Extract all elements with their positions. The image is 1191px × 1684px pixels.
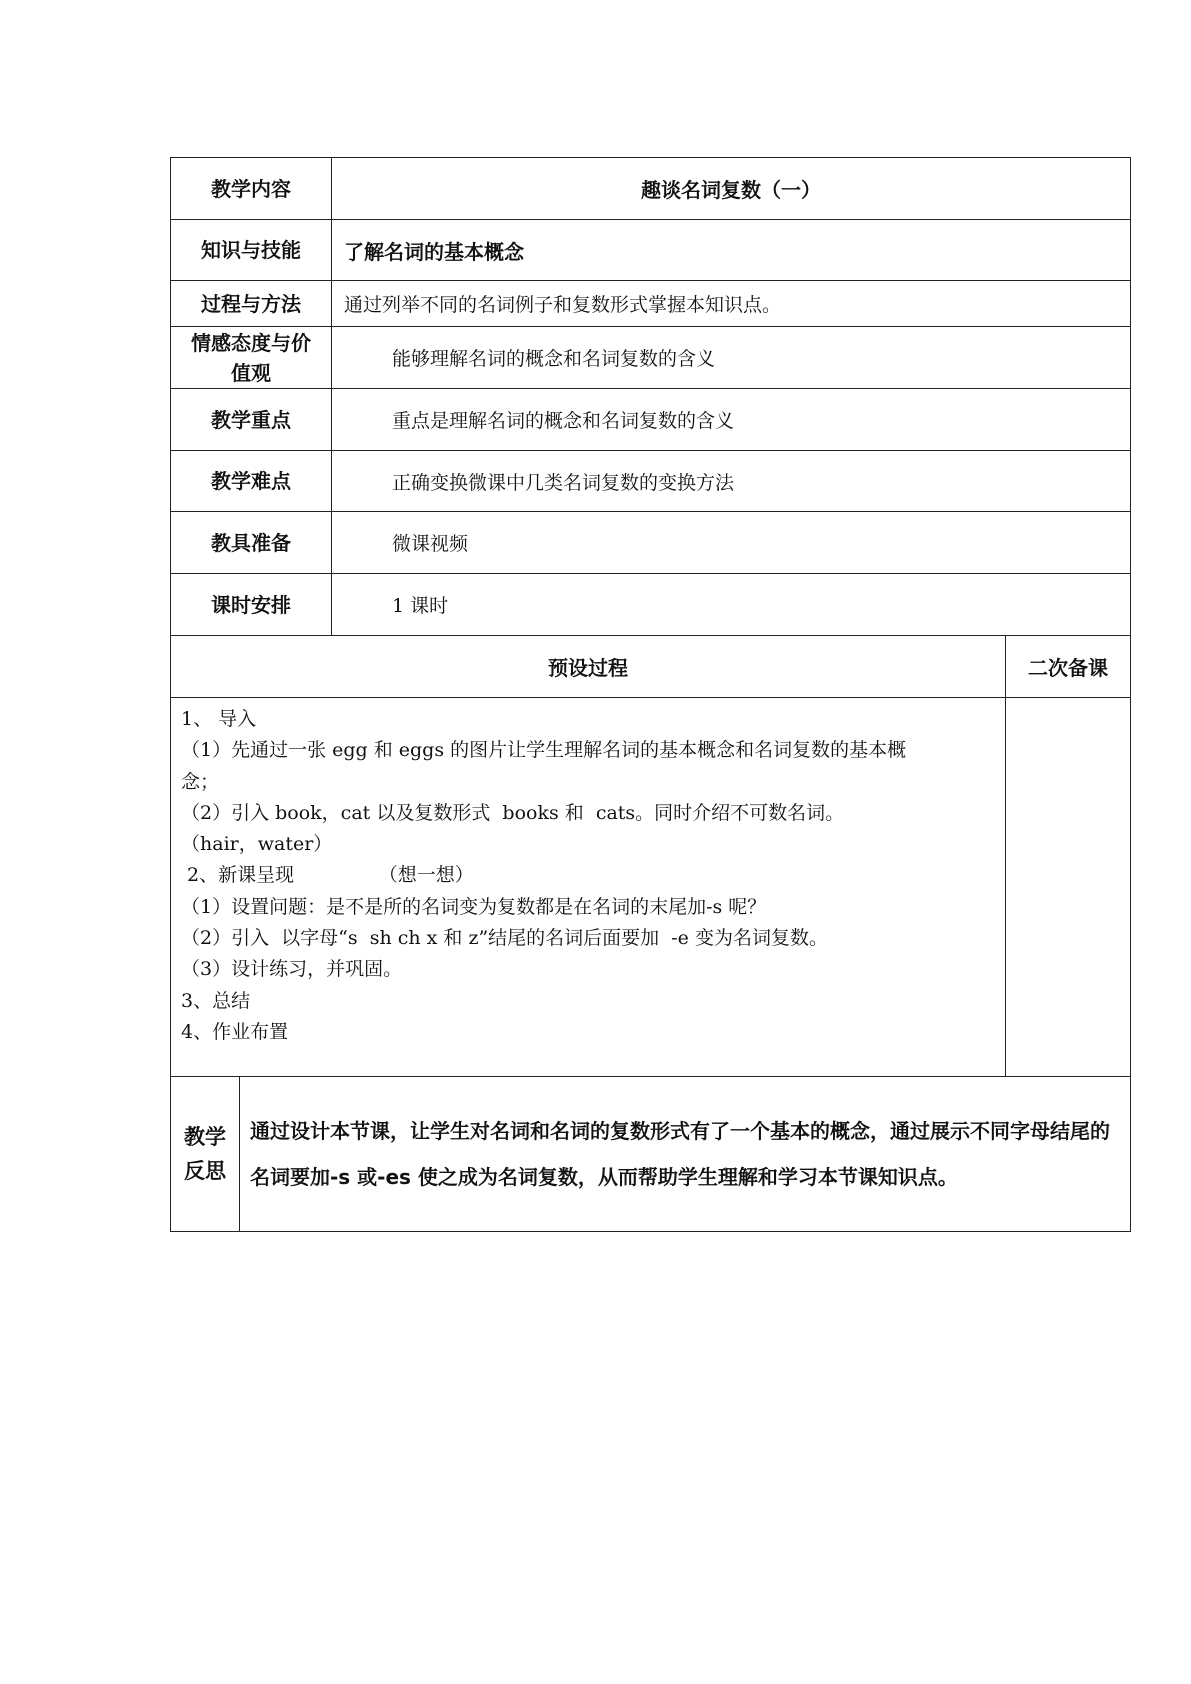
process-line: （1）设置问题：是不是所的名词变为复数都是在名词的末尾加-s 呢？ <box>181 895 767 918</box>
label-emotion-values <box>171 327 332 389</box>
preset-process-content <box>171 698 1006 1077</box>
value-teaching-difficulty: 正确变换微课中几类名词复数的变换方法 <box>332 451 1131 512</box>
row-process-method <box>171 281 1131 327</box>
second-preparation-blank <box>1006 698 1131 1077</box>
process-line: 2、新课呈现 （想一想） <box>181 864 474 887</box>
row-teaching-content <box>171 158 1131 220</box>
label-teaching-tools: 教具准备 <box>171 512 332 574</box>
label-reflection-line2: 反思 <box>184 1159 226 1184</box>
reflection-text: 通过设计本节课，让学生对名词和名词的复数形式有了一个基本的概念，通过展示不同字母结尾的名词要加-s 或-es 使之成为名词复数，从而帮助学生理解和学习本节课知识点。 <box>240 1077 1131 1232</box>
label-emotion-line2: 值观 <box>231 360 271 385</box>
label-class-schedule: 课时安排 <box>171 574 332 636</box>
row-reflection <box>171 1077 1131 1232</box>
row-teaching-focus <box>171 389 1131 451</box>
value-emotion-values: 能够理解名词的概念和名词复数的含义 <box>332 327 1131 389</box>
row-teaching-tools <box>171 512 1131 574</box>
lesson-title: 趣谈名词复数（一） <box>332 158 1131 220</box>
preset-process-header: 预设过程 <box>171 636 1006 698</box>
value-process-method: 通过列举不同的名词例子和复数形式掌握本知识点。 <box>332 281 1131 327</box>
process-line: 3、总结 <box>181 989 251 1012</box>
process-line: （2）引入 book，cat 以及复数形式 books 和 cats。同时介绍不可数名词。 <box>181 801 845 824</box>
row-process-header <box>171 636 1131 698</box>
value-class-schedule: 1 课时 <box>332 574 1131 636</box>
value-teaching-tools: 微课视频 <box>332 512 1131 574</box>
process-line: （2）引入 以字母“s sh ch x 和 z”结尾的名词后面要加 -e 变为名词复数。 <box>181 927 828 950</box>
label-reflection-line1: 教学 <box>184 1125 226 1150</box>
value-knowledge-skills: 了解名词的基本概念 <box>332 220 1131 281</box>
row-teaching-difficulty <box>171 451 1131 512</box>
label-reflection <box>171 1077 240 1232</box>
process-line: （3）设计练习，并巩固。 <box>181 958 403 981</box>
row-emotion-values <box>171 327 1131 389</box>
process-line: 念； <box>181 770 220 793</box>
label-emotion-line1: 情感态度与价 <box>191 330 311 355</box>
process-line: 4、作业布置 <box>181 1020 289 1043</box>
label-teaching-focus: 教学重点 <box>171 389 332 451</box>
label-teaching-difficulty: 教学难点 <box>171 451 332 512</box>
label-teaching-content: 教学内容 <box>171 158 332 220</box>
label-process-method: 过程与方法 <box>171 281 332 327</box>
label-knowledge-skills: 知识与技能 <box>171 220 332 281</box>
row-process-body <box>171 698 1131 1077</box>
row-knowledge-skills <box>171 220 1131 281</box>
process-line: 1、 导入 <box>181 708 257 730</box>
process-line: （hair，water） <box>181 833 333 856</box>
process-line: （1）先通过一张 egg 和 eggs 的图片让学生理解名词的基本概念和名词复数的基本概 <box>181 739 907 762</box>
value-teaching-focus: 重点是理解名词的概念和名词复数的含义 <box>332 389 1131 451</box>
second-preparation-header: 二次备课 <box>1006 636 1131 698</box>
lesson-plan-table <box>170 157 1131 1232</box>
row-class-schedule <box>171 574 1131 636</box>
